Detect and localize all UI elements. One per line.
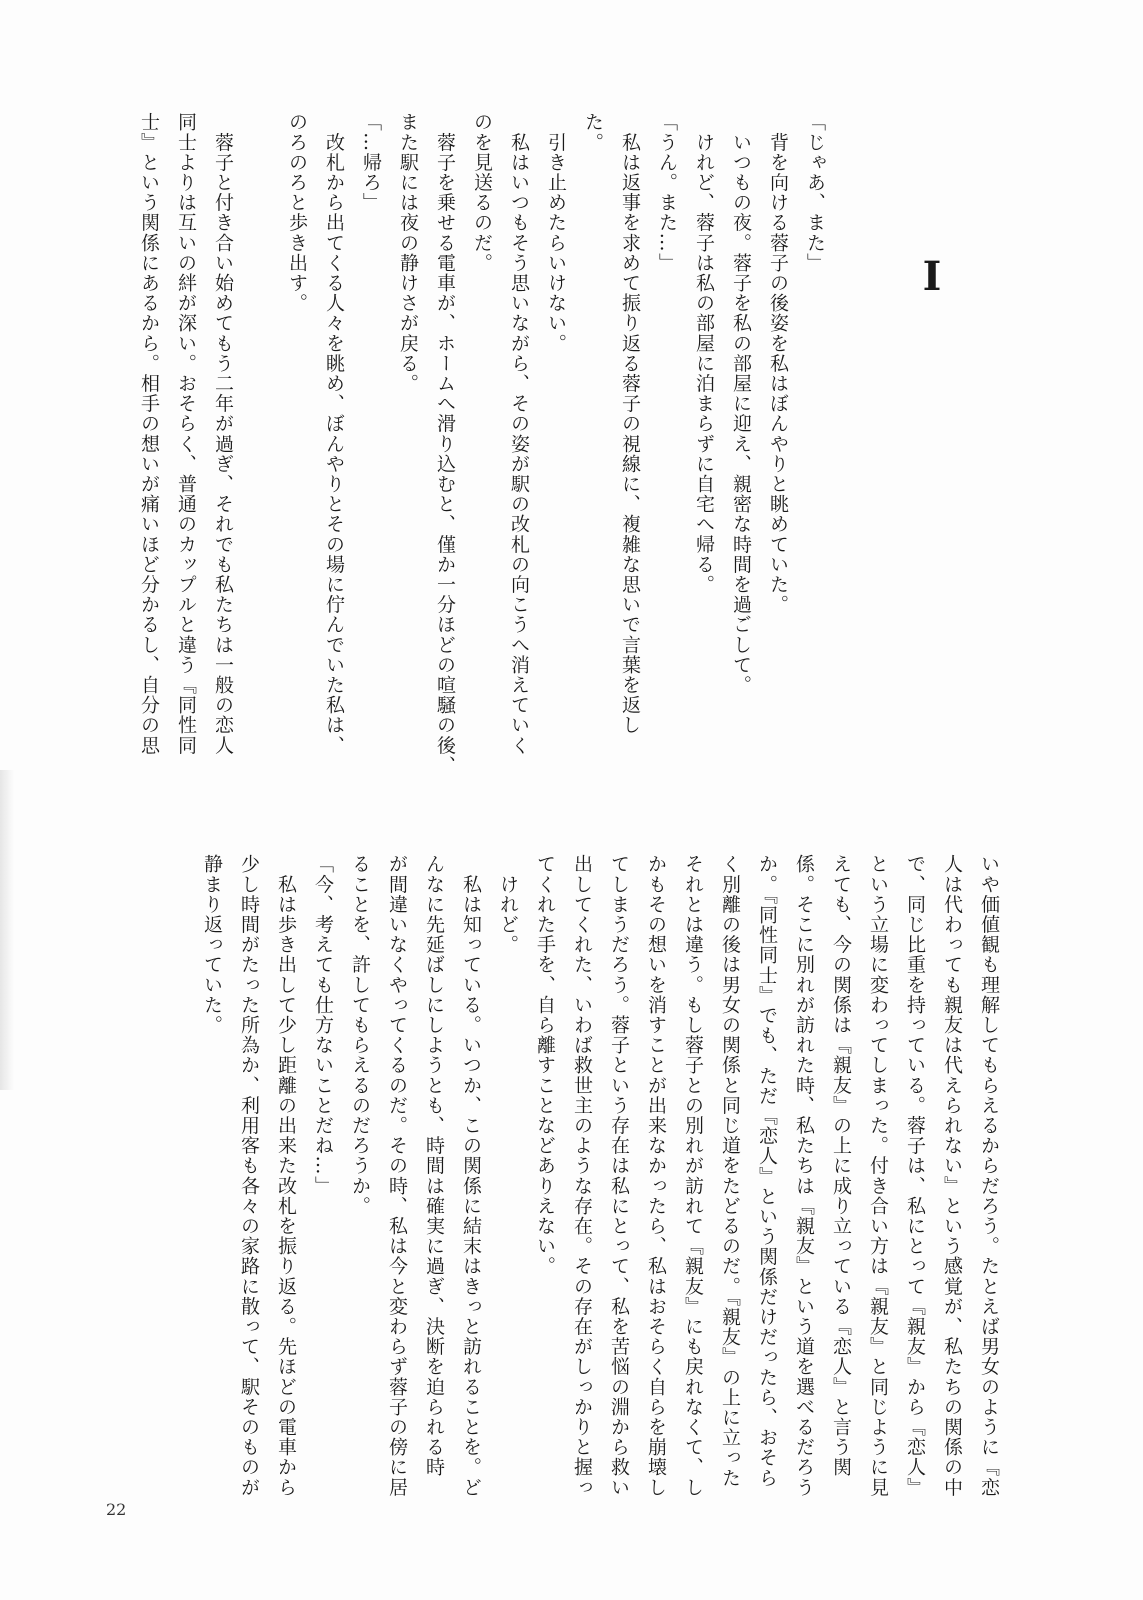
lower-text-line: それとは違う。もし蓉子との別れが訪れて『親友』にも戻れなくて、し [682, 854, 704, 1498]
lower-text-line: か。『同性同士』でも、ただ『恋人』という関係だけだったら、おそら [756, 854, 778, 1488]
upper-text-line: のろのろと歩き出す。 [286, 112, 308, 313]
lower-text-line: いや価値観も理解してもらえるからだろう。たとえば男女のように『恋 [978, 854, 1000, 1498]
upper-text-line [241, 112, 278, 752]
upper-text-line: 私は返事を求めて振り返る蓉子の視線に、複雑な思いで言葉を返し [619, 112, 641, 736]
page-gutter-shadow [0, 770, 14, 1090]
upper-text-line: 「じゃあ、また」 [804, 112, 826, 273]
upper-text-line: 改札から出てくる人々を眺め、ぼんやりとその場に佇んでいた私は、 [323, 112, 345, 756]
upper-text-line: 引き止めたらいけない。 [545, 112, 567, 354]
lower-text-line: かもその想いを消すことが出来なかったら、私はおそらく自らを崩壊し [645, 854, 667, 1498]
upper-text-line: のを見送るのだ。 [471, 112, 493, 273]
lower-text-block [193, 854, 1007, 1498]
lower-text-line: ることを、許してもらえるのだろうか。 [349, 854, 371, 1216]
lower-text-line: 出してくれた、いわば救世主のような存在。その存在がしっかりと握っ [571, 854, 593, 1498]
upper-text-line: 蓉子を乗せる電車が、ホームへ滑り込むと、僅か一分ほどの喧騒の後、 [434, 112, 456, 776]
upper-text-line: 「うん。また…」 [656, 112, 678, 273]
lower-text-line: 私は知っている。いつか、この関係に結末はきっと訪れることを。ど [460, 854, 482, 1498]
page-number: 22 [106, 1500, 127, 1519]
upper-text-line: 私はいつもそう思いながら、その姿が駅の改札の向こうへ消えていく [508, 112, 530, 756]
upper-text-line: 蓉子と付き合い始めてもう二年が過ぎ、それでも私たちは一般の恋人 [212, 112, 234, 756]
lower-text-line: が間違いなくやってくるのだ。その時、私は今と変わらず蓉子の傍に居 [386, 854, 408, 1498]
lower-text-line: てしまうだろう。蓉子という存在は私にとって、私を苦悩の淵から救い [608, 854, 630, 1498]
lower-text-line: 少し時間がたった所為か、利用客も各々の家路に散って、駅そのものが [238, 854, 260, 1498]
upper-text-line: 同士よりは互いの絆が深い。おそらく、普通のカップルと違う『同性同 [175, 112, 197, 756]
upper-text-block [130, 112, 833, 776]
upper-text-line: また駅には夜の静けさが戻る。 [397, 112, 419, 394]
lower-text-line: 人は代わっても親友は代えられない』という感覚が、私たちの関係の中 [941, 854, 963, 1498]
lower-text-line: けれど。 [497, 854, 519, 955]
upper-text-line: 「…帰ろ」 [360, 112, 382, 213]
lower-text-line: 私は歩き出して少し距離の出来た改札を振り返る。先ほどの電車から [275, 854, 297, 1498]
upper-text-line: 士』という関係にあるから。相手の想いが痛いほど分かるし、自分の思 [138, 112, 160, 756]
lower-text-line: 「今、考えても仕方ないことだね…」 [312, 854, 334, 1196]
lower-text-line: 静まり返っていた。 [201, 854, 223, 1035]
lower-text-line: 係。そこに別れが訪れた時、私たちは『親友』という道を選べるだろう [793, 854, 815, 1498]
lower-text-line: という立場に変わってしまった。付き合い方は『親友』と同じように見 [867, 854, 889, 1498]
upper-text-line: いつもの夜。蓉子を私の部屋に迎え、親密な時間を過ごして。 [730, 112, 752, 695]
lower-text-line: えても、今の関係は『親友』の上に成り立っている『恋人』と言う関 [830, 854, 852, 1478]
lower-text-line: んなに先延ばしにしようとも、時間は確実に過ぎ、決断を迫られる時 [423, 854, 445, 1478]
lower-text-line: で、同じ比重を持っている。蓉子は、私にとって『親友』から『恋人』 [904, 854, 926, 1498]
lower-text-line: く別離の後は男女の関係と同じ道をたどるのだ。『親友』の上に立った [719, 854, 741, 1488]
upper-text-line: けれど、蓉子は私の部屋に泊まらずに自宅へ帰る。 [693, 112, 715, 595]
upper-text-line: 背を向ける蓉子の後姿を私はぼんやりと眺めていた。 [767, 112, 789, 615]
lower-text-line: てくれた手を、自ら離すことなどありえない。 [534, 854, 556, 1277]
chapter-numeral: I [922, 253, 942, 300]
upper-text-line: た。 [582, 112, 604, 153]
